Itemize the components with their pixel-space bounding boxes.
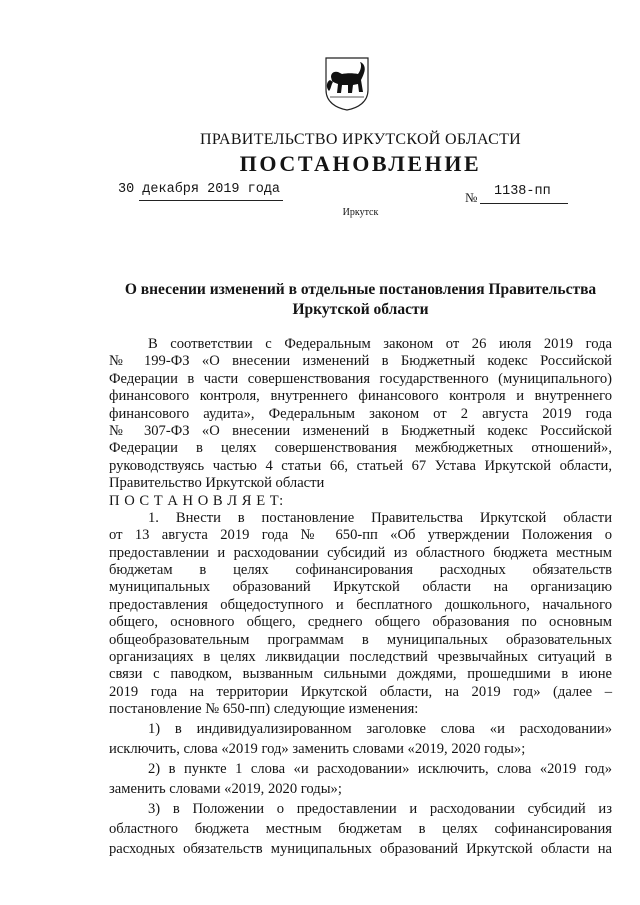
text-line: 2) в пункте 1 слова «и расходовании» исключить, слова «2019 год» (148, 760, 612, 777)
text-line: исключить, слова «2019 год» заменить словами «2019, 2020 годы»; (109, 740, 526, 757)
title-line: О внесении изменений в отдельные постановления Правительства (124, 281, 597, 298)
date-underline (139, 200, 283, 201)
text-line: Федерации в целях совершенствования межбюджетных отношений», (109, 440, 612, 457)
document-number: 1138-пп (494, 184, 551, 199)
text-line: общего, основного общего, среднего общего образования по основным (109, 614, 612, 631)
text-line: организациях в целях ликвидации последствий чрезвычайных ситуаций в (109, 649, 612, 666)
body-text (109, 336, 612, 859)
text-line: бюджетам в целях софинансирования расходных обязательств (109, 562, 612, 579)
text-line: предоставления общедоступного и бесплатного дошкольного, начального (109, 596, 612, 613)
text-line: расходных обязательств муниципальных образований Иркутской области на (109, 840, 612, 857)
text-line: 2019 года на территории Иркутской области, на 2019 год» (далее – (109, 683, 612, 700)
text-line: от 13 августа 2019 года № 650-пп «Об утверждении Положения о (109, 527, 612, 544)
number-underline (480, 203, 568, 204)
text-line: финансового аудита», Федеральным законом от 2 августа 2019 года (109, 405, 612, 422)
text-line: заменить словами «2019, 2020 годы»; (109, 780, 342, 797)
text-line: № 307-ФЗ «О внесении изменений в Бюджетный кодекс Российской (109, 422, 612, 439)
text-line: предоставлении и расходовании субсидий из областного бюджета местным (109, 544, 612, 561)
text-line: связи с паводком, вызванным сильными дождями, прошедшими в июне (109, 666, 612, 683)
text-line: 3) в Положении о предоставлении и расходовании субсидий из (148, 800, 612, 817)
coat-of-arms-icon (320, 50, 374, 112)
text-line: В соответствии с Федеральным законом от 26 июля 2019 года (148, 336, 612, 352)
text-line: 1) в индивидуализированном заголовке слова «и расходовании» (148, 720, 612, 737)
text-line: областного бюджета местным бюджетам в целях софинансирования (109, 820, 612, 837)
document-type: ПОСТАНОВЛЕНИЕ (239, 151, 482, 176)
resolution-word: П О С Т А Н О В Л Я Е Т: (109, 492, 284, 509)
number-sign: № (465, 190, 478, 205)
text-line: 1. Внести в постановление Правительства Иркутской области (148, 509, 612, 526)
text-line: Правительство Иркутской области (109, 475, 325, 492)
text-line: общеобразовательным программам в муниципальных образовательных (109, 631, 612, 648)
government-name: ПРАВИТЕЛЬСТВО ИРКУТСКОЙ ОБЛАСТИ (199, 131, 522, 148)
text-line: постановление № 650-пп) следующие изменения: (109, 701, 419, 718)
text-line: руководствуясь частью 4 статьи 66, статьей 67 Устава Иркутской области, (109, 457, 612, 474)
document-title (109, 280, 612, 320)
text-line: муниципальных образований Иркутской области на организацию (109, 579, 612, 596)
document-date: 30 декабря 2019 года (118, 182, 281, 197)
body-group-subitems (109, 719, 612, 859)
title-line: Иркутской области (292, 301, 429, 318)
text-line: финансового контроля, внутреннего финансового контроля и внутреннего (109, 388, 612, 405)
city-name: Иркутск (342, 207, 379, 218)
text-line: Федерации в части совершенствования государственного (муниципального) (109, 370, 612, 387)
body-group-main (109, 336, 612, 719)
text-line: № 199-ФЗ «О внесении изменений в Бюджетный кодекс Российской (109, 353, 612, 370)
